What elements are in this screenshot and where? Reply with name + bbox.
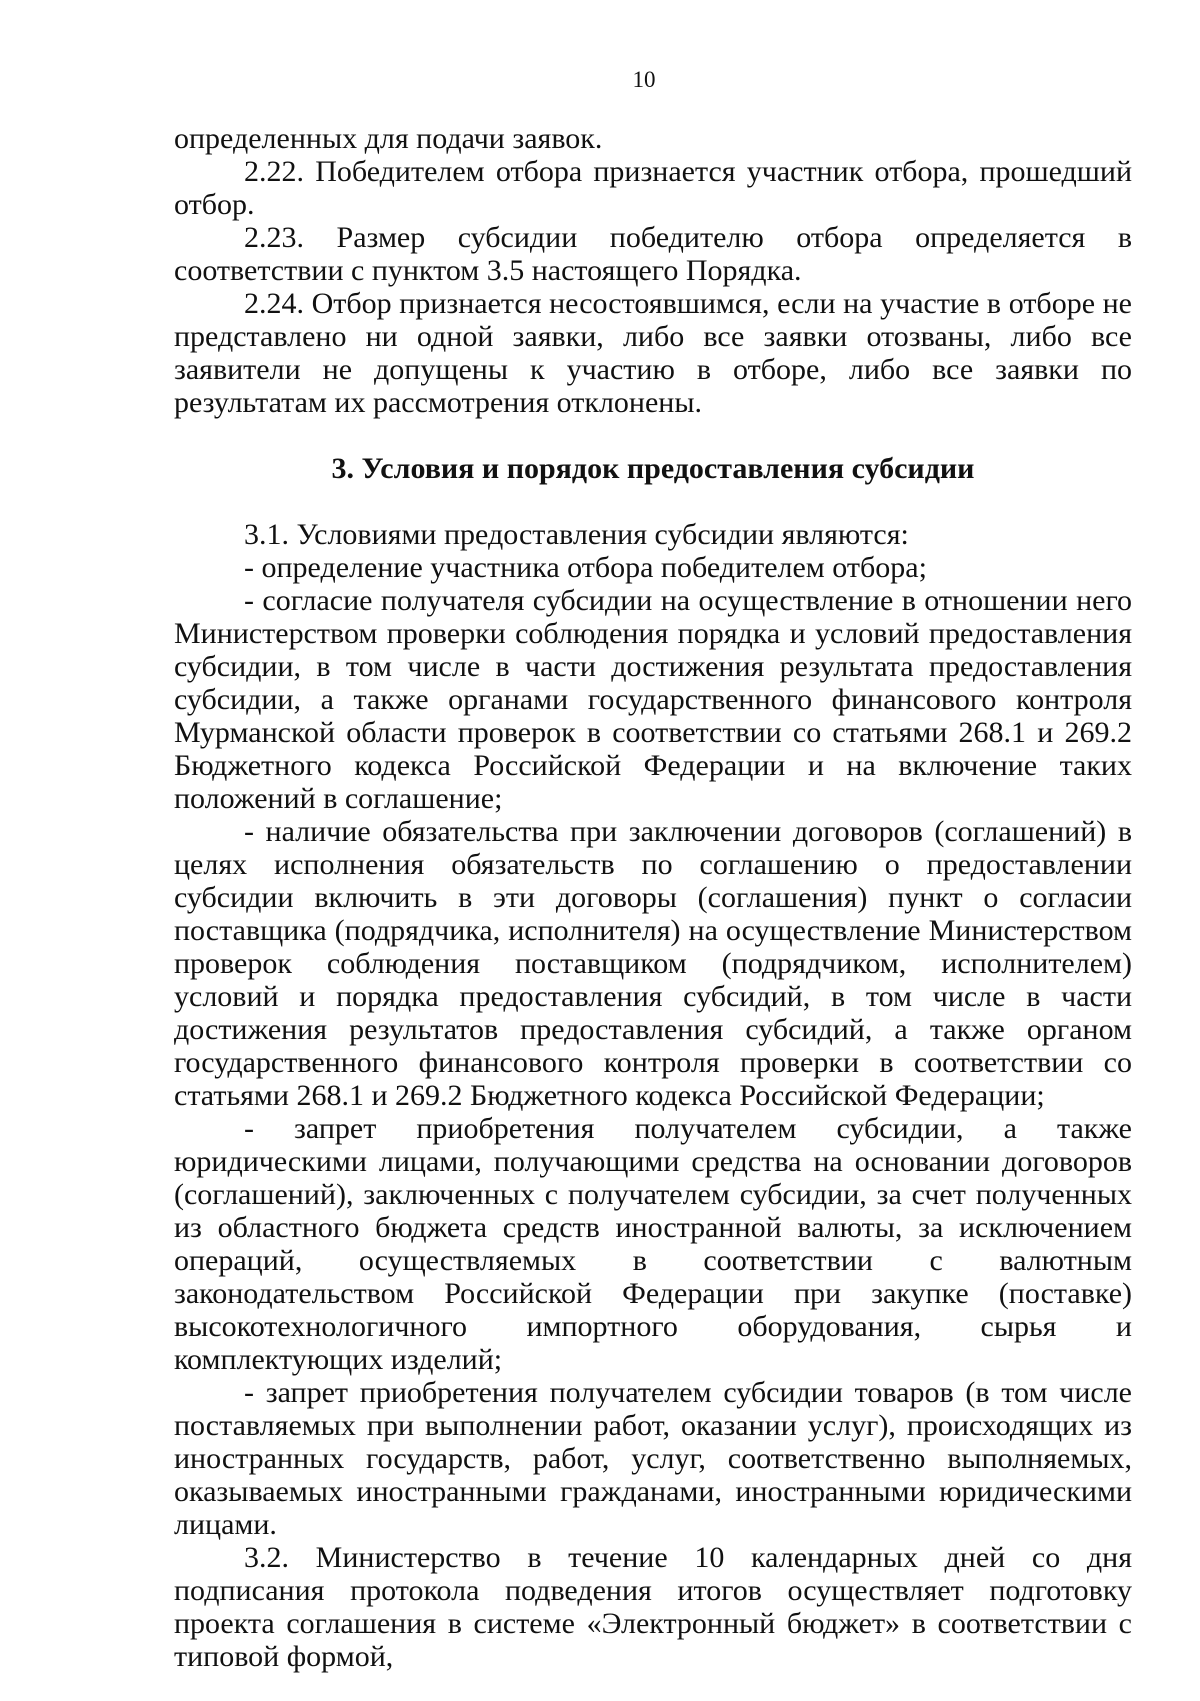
- condition-item-3: - наличие обязательства при заключении договоров (соглашений) в целях исполнения обязательств по соглашению о предоставлении субсидии включить в эти договоры (соглашения) пункт о согласии поставщика (подрядчика, исполнителя) на осуществление Министерством проверок соблюдения поставщиком (подрядчиком, исполнителем) условий и порядка предоставления субсидий, в том числе в части достижения результатов предоставления субсидий, а также органом государственного финансового контроля проверки в соответствии со статьями 268.1 и 269.2 Бюджетного кодекса Российской Федерации;: [174, 815, 1132, 1112]
- paragraph-2-24: 2.24. Отбор признается несостоявшимся, если на участие в отборе не представлено ни одной заявки, либо все заявки отозваны, либо все заявители не допущены к участию в отборе, либо все заявки по результатам их рассмотрения отклонены.: [174, 287, 1132, 419]
- paragraph-3-1: 3.1. Условиями предоставления субсидии являются:: [244, 518, 909, 551]
- condition-item-4: - запрет приобретения получателем субсидии, а также юридическими лицами, получающими средства на основании договоров (соглашений), заключенных с получателем субсидии, за счет полученных из областного бюджета средств иностранной валюты, за исключением операций, осуществляемых в соответствии с валютным законодательством Российской Федерации при закупке (поставке) высокотехнологичного импортного оборудования, сырья и комплектующих изделий;: [174, 1112, 1132, 1376]
- condition-item-2: - согласие получателя субсидии на осуществление в отношении него Министерством проверки соблюдения порядка и условий предоставления субсидии, в том числе в части достижения результата предоставления субсидии, а также органами государственного финансового контроля Мурманской области проверок в соответствии со статьями 268.1 и 269.2 Бюджетного кодекса Российской Федерации и на включение таких положений в соглашение;: [174, 584, 1132, 815]
- condition-item-1: - определение участника отбора победителем отбора;: [244, 551, 927, 584]
- document-body: [174, 122, 1132, 1673]
- condition-item-5: - запрет приобретения получателем субсидии товаров (в том числе поставляемых при выполнении работ, оказании услуг), происходящих из иностранных государств, работ, услуг, соответственно выполняемых, оказываемых иностранными гражданами, иностранными юридическими лицами.: [174, 1376, 1132, 1541]
- paragraph-2-22: 2.22. Победителем отбора признается участник отбора, прошедший отбор.: [174, 155, 1132, 221]
- paragraph-continuation: определенных для подачи заявок.: [174, 122, 603, 155]
- paragraph-2-23: 2.23. Размер субсидии победителю отбора определяется в соответствии с пунктом 3.5 настоящего Порядка.: [174, 221, 1132, 287]
- page-number: 10: [632, 67, 656, 92]
- section-heading: 3. Условия и порядок предоставления субсидии: [331, 452, 975, 485]
- paragraph-3-2: 3.2. Министерство в течение 10 календарных дней со дня подписания протокола подведения итогов осуществляет подготовку проекта соглашения в системе «Электронный бюджет» в соответствии с типовой формой,: [174, 1541, 1132, 1673]
